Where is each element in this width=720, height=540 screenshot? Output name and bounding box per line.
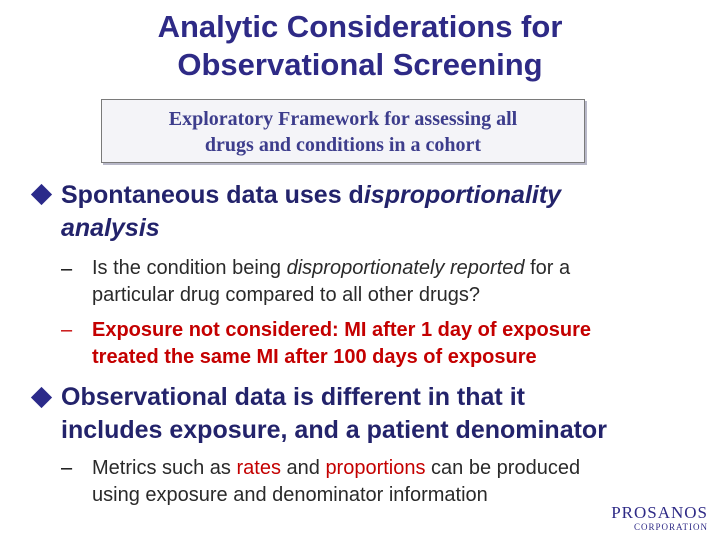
bullet-1-line-2: [61, 213, 160, 244]
bullet-1-italic-line-2: analysis: [61, 214, 160, 242]
bullet-2-line-2: includes exposure, and a patient denominator: [61, 416, 607, 444]
sub-bullet-2-1-text-c: and: [280, 457, 326, 479]
slide-title-line-1: Analytic Considerations for: [157, 9, 563, 44]
sub-bullet-1-2-line-1: Exposure not considered: MI after 1 day of exposure: [92, 319, 592, 341]
sub-bullet-1-1-italic: disproportionately reported: [286, 257, 525, 279]
bullet-1-line-1: [61, 180, 561, 211]
bullet-1-italic-text: isproportionality: [363, 181, 562, 209]
proportions-highlight: proportions: [325, 457, 426, 479]
framework-box-line-1: Exploratory Framework for assessing all: [168, 108, 518, 130]
sub-bullet-1-1-text-c: for a: [524, 257, 571, 279]
sub-bullet-2-1-line-2: using exposure and denominator information: [92, 484, 488, 506]
diamond-bullet-icon: [31, 184, 52, 205]
prosanos-logo: [611, 504, 708, 532]
logo-subtitle: CORPORATION: [633, 522, 708, 532]
sub-bullet-1-1-text-a: Is the condition being: [92, 257, 287, 279]
rates-highlight: rates: [236, 457, 281, 479]
diamond-bullet-icon: [31, 387, 52, 408]
bullet-2-line-1: Observational data is different in that it: [61, 383, 525, 411]
sub-bullet-1-1-line-1: [92, 255, 570, 281]
framework-box: [101, 99, 585, 163]
sub-bullet-1-1-line-2: particular drug compared to all other drugs?: [92, 284, 480, 306]
slide-title-line-2: Observational Screening: [177, 47, 543, 82]
sub-bullet-2-1-line-1: [92, 455, 580, 481]
framework-box-line-2: drugs and conditions in a cohort: [204, 134, 482, 156]
sub-bullet-2-1-text-a: Metrics such as: [92, 457, 237, 479]
slide-title: [0, 8, 720, 84]
logo-name: PROSANOS: [611, 503, 708, 522]
sub-bullet-dash: –: [61, 319, 73, 341]
sub-bullet-dash: –: [61, 457, 73, 479]
sub-bullet-dash: –: [61, 258, 73, 280]
sub-bullet-2-1-text-e: can be produced: [425, 457, 581, 479]
sub-bullet-1-2-line-2: treated the same MI after 100 days of exposure: [92, 346, 537, 368]
bullet-1-text: Spontaneous data uses d: [61, 181, 364, 209]
